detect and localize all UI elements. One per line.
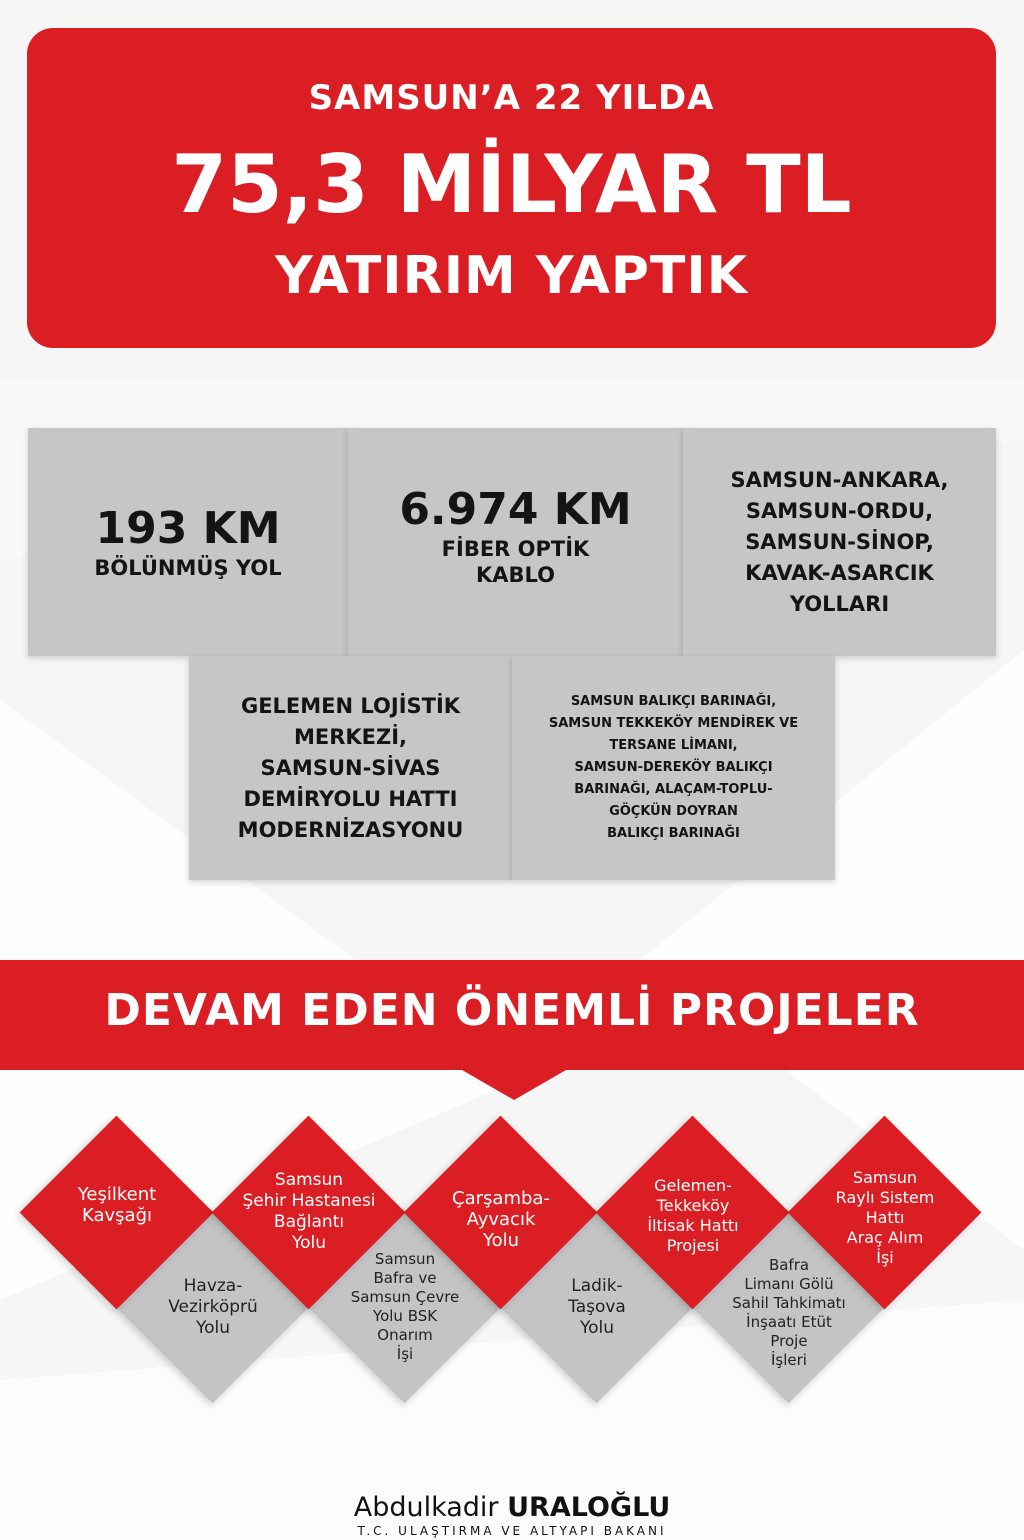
stat-line: SAMSUN BALIKÇI BARINAĞI, (570, 694, 777, 709)
project-label (128, 1276, 298, 1339)
project-line: Hattı (865, 1208, 905, 1227)
project-line: Araç Alım (846, 1228, 924, 1247)
project-line: Ayvacık (466, 1209, 536, 1230)
stat-line: GELEMEN LOJİSTİK (240, 693, 461, 718)
project-line: İnşaatı Etüt (746, 1313, 832, 1331)
minister-last-name: URALOĞLU (507, 1492, 671, 1523)
project-line: Yeşilkent (77, 1184, 157, 1205)
stat-box-fiber-optic (348, 428, 683, 656)
stat-label: BÖLÜNMÜŞ YOL (94, 556, 282, 580)
project-line: Limanı Gölü (744, 1275, 834, 1293)
stat-line: KAVAK-ASARCIK (745, 560, 934, 585)
project-line: Bağlantı (273, 1212, 345, 1232)
project-line: Vezirköprü (168, 1297, 258, 1317)
projects-banner-pointer (462, 1070, 566, 1100)
stat-line: BALIKÇI BARINAĞI (607, 826, 740, 841)
project-label (32, 1184, 202, 1226)
project-line: Havza- (183, 1276, 243, 1296)
stat-line: SAMSUN-SİNOP, (745, 529, 934, 554)
project-line: Ladik- (571, 1276, 623, 1296)
minister-first-name: Abdulkadir (353, 1492, 499, 1523)
stat-line: SAMSUN TEKKEKÖY MENDİREK VE (548, 716, 799, 731)
project-label (512, 1276, 682, 1339)
project-line: Çarşamba- (452, 1188, 550, 1209)
project-label (704, 1256, 874, 1370)
minister-title: T.C. ULAŞTIRMA VE ALTYAPI BAKANI (357, 1524, 667, 1538)
project-line: Bafra ve (373, 1269, 437, 1287)
stat-value: 193 KM (95, 503, 281, 554)
project-line: İşleri (771, 1351, 807, 1369)
minister-name (0, 1492, 1024, 1523)
project-line: Yolu (579, 1318, 615, 1338)
stat-box-roads (683, 428, 996, 656)
stat-line: TERSANE LİMANI, (609, 738, 738, 753)
project-line: Gelemen- (654, 1176, 732, 1195)
stat-box-harbors (512, 656, 835, 880)
stat-line: GÖÇKÜN DOYRAN (609, 804, 738, 819)
project-label (320, 1250, 490, 1364)
projects-title: DEVAM EDEN ÖNEMLİ PROJELER (104, 985, 920, 1036)
project-line: Proje (770, 1332, 808, 1350)
project-line: İltisak Hattı (647, 1216, 739, 1235)
stat-line: YOLLARI (789, 591, 890, 616)
headline-line-3: YATIRIM YAPTIK (274, 246, 749, 306)
headline-amount: 75,3 MİLYAR TL (171, 138, 852, 231)
stat-box-logistics (189, 656, 512, 880)
stat-line: SAMSUN-ORDU, (745, 498, 934, 523)
project-label (416, 1188, 586, 1251)
stat-line: SAMSUN-SİVAS (260, 755, 441, 780)
project-line: Onarım (377, 1326, 433, 1344)
project-line: Samsun (274, 1170, 344, 1190)
stat-line: DEMİRYOLU HATTI (243, 786, 458, 811)
project-line: Raylı Sistem (835, 1188, 935, 1207)
project-line: Samsun (852, 1168, 918, 1187)
stat-line: SAMSUN-ANKARA, (730, 467, 949, 492)
project-line: Yolu (482, 1230, 520, 1251)
project-line: Kavşağı (81, 1205, 152, 1226)
project-line: Yolu BSK (372, 1307, 438, 1325)
project-line: Sahil Tahkimatı (732, 1294, 846, 1312)
project-line: Taşova (568, 1297, 626, 1317)
stat-line: SAMSUN-DEREKÖY BALIKÇI (574, 760, 773, 775)
stat-box-divided-road (28, 428, 348, 656)
project-line: Bafra (768, 1256, 810, 1274)
project-line: İşi (396, 1345, 414, 1363)
project-line: Samsun (374, 1250, 436, 1268)
headline-line-1: SAMSUN’A 22 YILDA (308, 78, 715, 118)
project-line: Samsun Çevre (350, 1288, 460, 1306)
project-label (224, 1170, 394, 1254)
project-line: Şehir Hastanesi (242, 1191, 376, 1211)
stat-value: 6.974 KM (399, 484, 632, 535)
stat-line: MODERNİZASYONU (237, 817, 464, 842)
headline-banner (27, 28, 996, 348)
stat-line: BARINAĞI, ALAÇAM-TOPLU- (574, 782, 773, 797)
stat-line: MERKEZİ, (293, 724, 408, 749)
project-line: İşi (876, 1248, 894, 1267)
project-line: Yolu (195, 1318, 231, 1338)
project-line: Tekkeköy (656, 1196, 730, 1215)
stat-label: FİBER OPTİK (441, 537, 590, 561)
project-label (800, 1168, 970, 1268)
stat-label: KABLO (475, 563, 556, 587)
project-line: Projesi (666, 1236, 720, 1255)
project-line: Yolu (291, 1233, 327, 1253)
project-label (608, 1176, 778, 1256)
